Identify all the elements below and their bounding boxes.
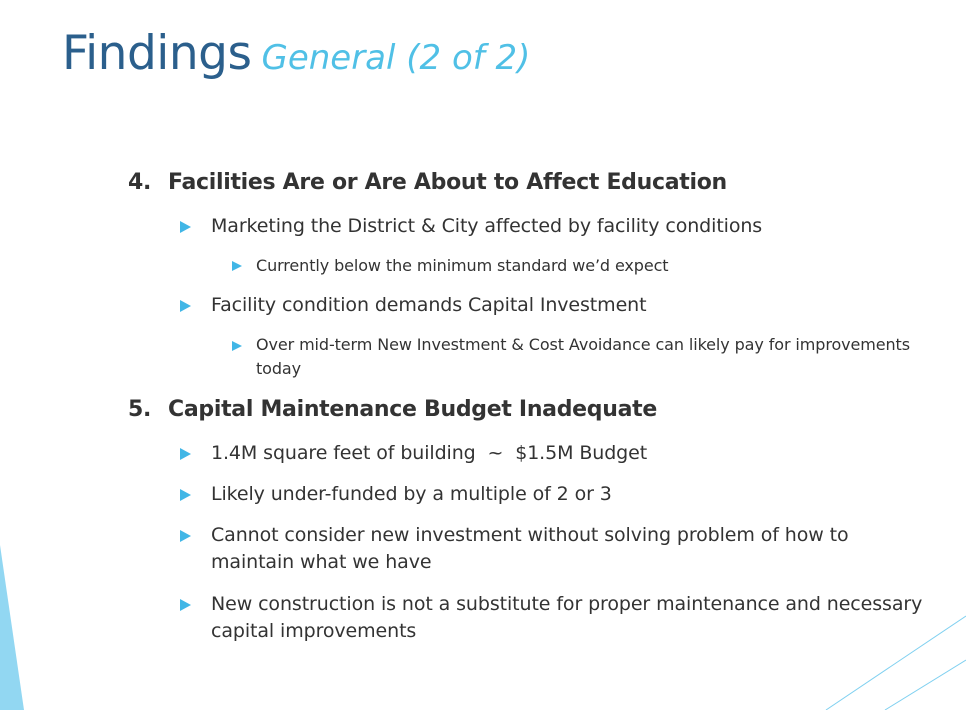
left-accent-shape <box>0 545 24 710</box>
title-subtitle: General (2 of 2) <box>261 38 531 78</box>
title-main: Findings <box>62 26 252 81</box>
bullet-arrow-icon <box>180 489 191 501</box>
item-heading: Capital Maintenance Budget Inadequate <box>168 397 657 422</box>
item-heading: Facilities Are or Are About to Affect Education <box>168 170 727 195</box>
bullet-item: Facility condition demands Capital Investment <box>211 294 647 316</box>
numbered-item-4 <box>128 170 727 195</box>
sub-bullet-item: Currently below the minimum standard we’d expect <box>256 256 669 275</box>
bullet-arrow-icon <box>180 448 191 460</box>
bullet-item: New construction is not a substitute for proper maintenance and necessary capital improvements <box>211 593 923 642</box>
bullet-item: Marketing the District & City affected by facility conditions <box>211 215 763 237</box>
bullet-arrow-icon <box>180 599 191 611</box>
corner-line-2 <box>885 660 966 710</box>
bullet-arrow-icon <box>180 530 191 542</box>
bullet-item: Likely under-funded by a multiple of 2 or 3 <box>211 483 612 505</box>
sub-bullet-arrow-icon <box>232 261 242 271</box>
slide-title <box>62 26 531 81</box>
numbered-item-5 <box>128 397 657 422</box>
bullet-arrow-icon <box>180 300 191 312</box>
bullet-arrow-icon <box>180 221 191 233</box>
sub-bullet-arrow-icon <box>232 341 242 351</box>
bullet-item: 1.4M square feet of building ~ $1.5M Budget <box>211 442 648 464</box>
bullet-item: Cannot consider new investment without solving problem of how to maintain what we have <box>211 524 849 573</box>
sub-bullet-item: Over mid-term New Investment & Cost Avoidance can likely pay for improvements today <box>256 335 910 378</box>
item-number: 5. <box>128 397 152 422</box>
item-number: 4. <box>128 170 152 195</box>
